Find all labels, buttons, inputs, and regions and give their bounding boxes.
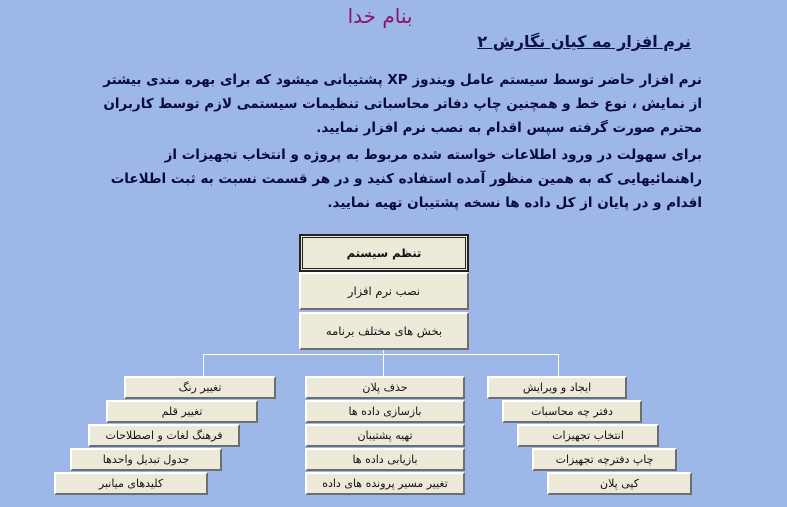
delete-plan-button[interactable]: حذف پلان xyxy=(305,376,465,399)
glossary-button[interactable]: فرهنگ لغات و اصطلاحات xyxy=(88,424,240,447)
page-title: بنام خدا xyxy=(347,4,413,28)
intro-paragraph-2: برای سهولت در ورود اطلاعات خواسته شده مربوط به پروژه و انتخاب تجهیزات از راهنمائیهایی که به همین منظور آمده استفاده کنید و در هر قسمت نسبت به ثبت اطلاعات اقدام و در پایان از کل داده ها نسخه پشتیبان تهیه نمایید. xyxy=(110,147,702,211)
install-software-button[interactable]: نصب نرم افزار xyxy=(299,272,469,310)
change-font-button[interactable]: تغییر قلم xyxy=(106,400,258,423)
connector-horizontal xyxy=(203,354,559,355)
unit-conversion-button[interactable]: جدول تبدیل واحدها xyxy=(70,448,222,471)
print-equipment-book-button[interactable]: چاپ دفترچه تجهیزات xyxy=(532,448,677,471)
create-edit-button[interactable]: ایجاد و ویرایش xyxy=(487,376,627,399)
rebuild-data-button[interactable]: بازسازی داده ها xyxy=(305,400,465,423)
connector-right xyxy=(558,354,559,376)
shortcut-keys-button[interactable]: کلیدهای میانبر xyxy=(54,472,208,495)
connector-middle xyxy=(383,354,384,376)
copy-plan-button[interactable]: کپی پلان xyxy=(547,472,692,495)
equipment-select-button[interactable]: انتخاب تجهیزات xyxy=(517,424,659,447)
calculation-book-button[interactable]: دفتر چه محاسبات xyxy=(502,400,642,423)
restore-data-button[interactable]: بازیابی داده ها xyxy=(305,448,465,471)
system-setup-button[interactable]: تنظم سیستم xyxy=(299,234,469,272)
program-sections-button[interactable]: بخش های مختلف برنامه xyxy=(299,312,469,350)
intro-paragraph-1: نرم افزار حاضر توسط سیستم عامل ویندوز XP پشتیبانی میشود که برای بهره مندی بیشتر از نمایش ، نوع خط و همچنین چاپ دفاتر محاسباتی تنظیمات سیستمی لازم توسط کاربران محترم صورت گرفته سپس اقدام به نصب نرم افزار نمایید. xyxy=(103,72,702,136)
backup-button[interactable]: تهیه پشتیبان xyxy=(305,424,465,447)
change-color-button[interactable]: تغییر رنگ xyxy=(124,376,276,399)
app-subtitle: نرم افزار مه کیان نگارش ۲ xyxy=(477,32,691,51)
connector-left xyxy=(203,354,204,376)
change-data-path-button[interactable]: تغییر مسیر پرونده های داده xyxy=(305,472,465,495)
